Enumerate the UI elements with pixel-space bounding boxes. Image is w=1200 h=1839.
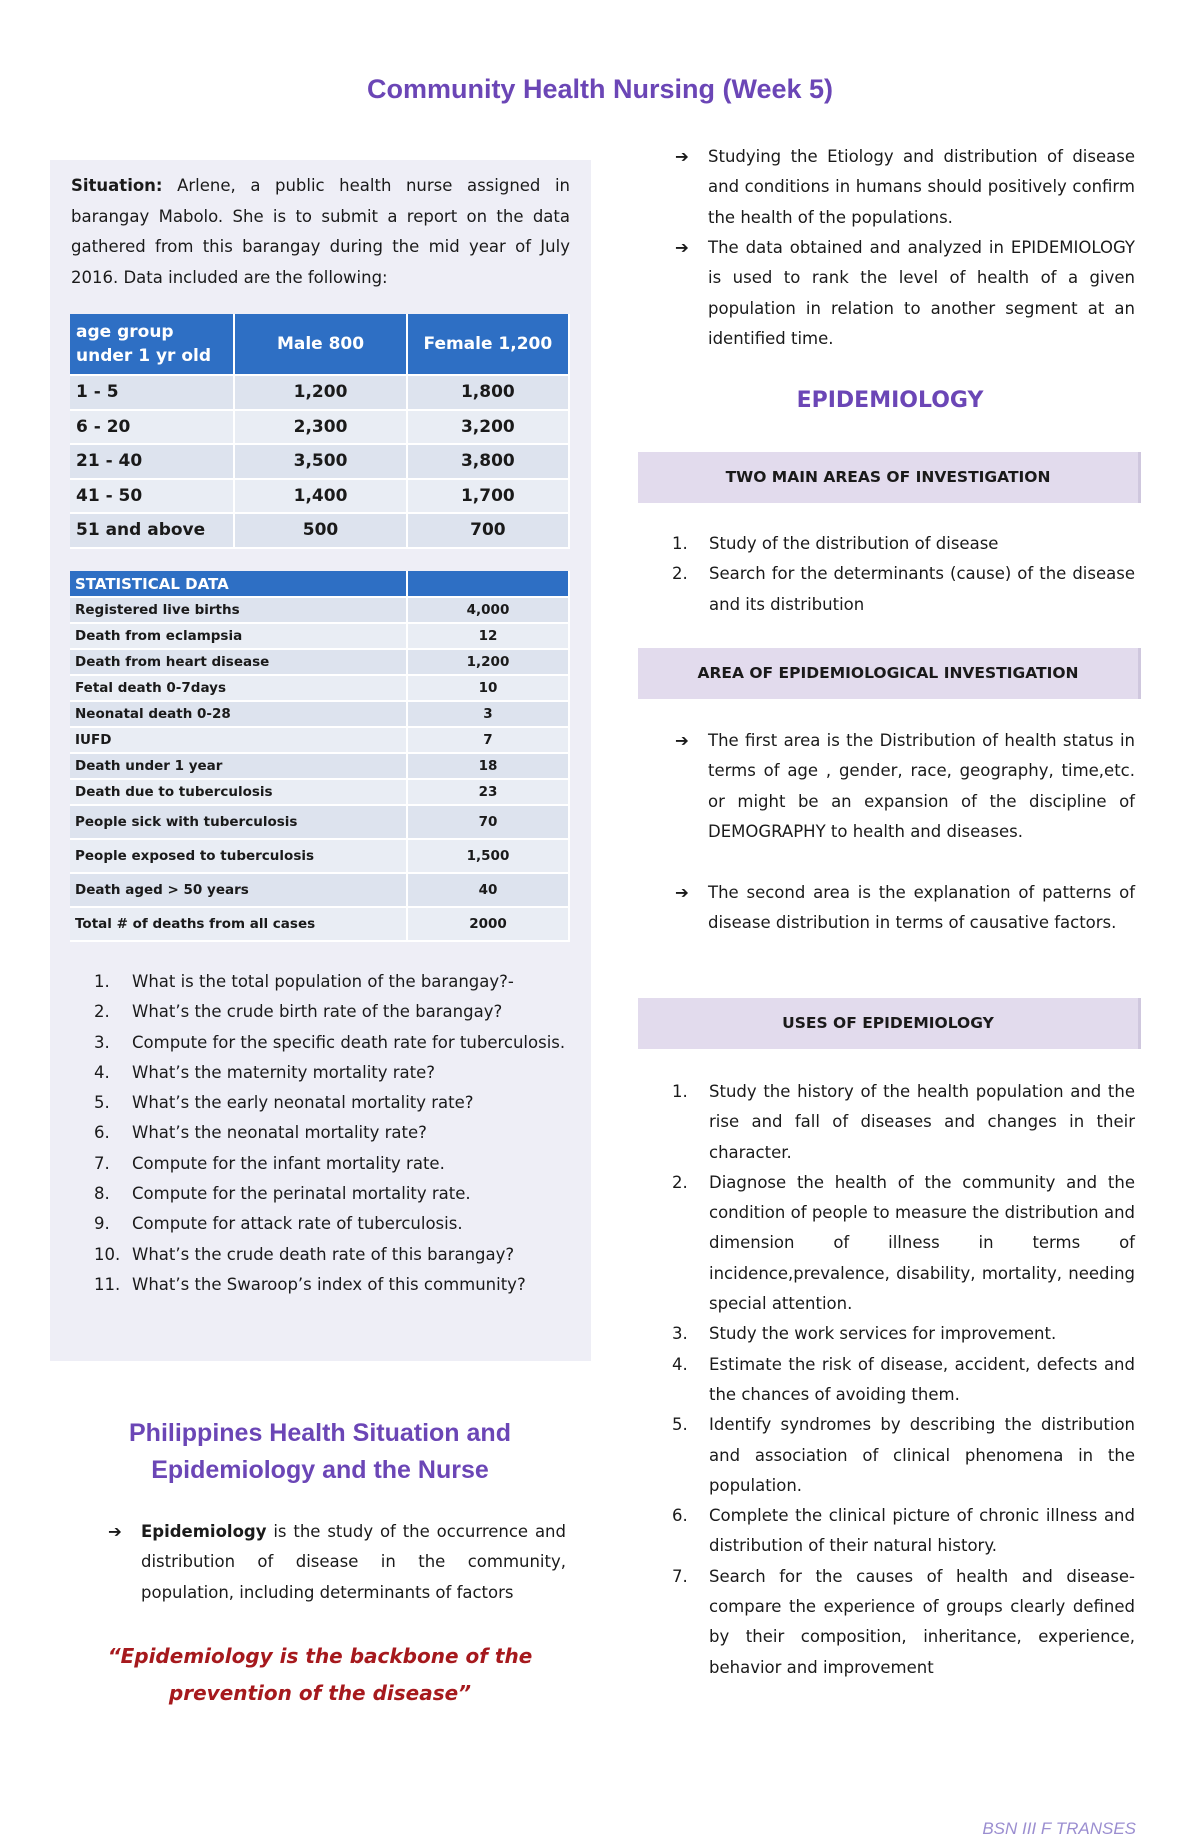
stat-label: Death from eclampsia: [70, 624, 408, 650]
table-row: [70, 676, 570, 702]
stat-label: Total # of deaths from all cases: [70, 908, 408, 942]
situation-text: Arlene, a public health nurse assigned in barangay Mabolo. She is to submit a report on the data gathered from this barangay during the mid year of July 2016. Data included are the following:: [71, 176, 570, 287]
section-heading: Philippines Health Situation and Epidemiology and the Nurse: [129, 1419, 511, 1484]
table-row: [70, 624, 570, 650]
stat-label: Registered live births: [70, 598, 408, 624]
quote: “Epidemiology is the backbone of the prevention of the disease”: [107, 1644, 533, 1705]
table-row: [70, 806, 570, 840]
stat-value: 12: [408, 624, 570, 650]
arrow-icon: ➔: [675, 147, 689, 166]
male-cell: 3,500: [235, 445, 407, 480]
female-cell: 3,800: [408, 445, 570, 480]
list-item: 7. Search for the causes of health and disease- compare the experience of groups clearly defined by their composition, inheritance, experience, behavior and improvement: [672, 1566, 1135, 1677]
epidemiology-definition: [108, 1517, 566, 1608]
female-cell: 3,200: [408, 411, 570, 446]
stat-label: Fetal death 0-7days: [70, 676, 408, 702]
page-title: Community Health Nursing (Week 5): [366, 74, 834, 104]
footer-label: BSN III F TRANSES: [982, 1819, 1136, 1838]
stat-value: 18: [408, 754, 570, 780]
two-main-areas-band: TWO MAIN AREAS OF INVESTIGATION: [638, 452, 1141, 503]
list-item: 3. Compute for the specific death rate for tuberculosis.: [94, 1032, 566, 1052]
female-cell: 700: [408, 514, 570, 549]
arrow-icon: ➔: [675, 731, 689, 750]
situation-paragraph: [71, 171, 570, 293]
table-row: [70, 702, 570, 728]
stat-value: 1,500: [408, 840, 570, 874]
list-item: 2. Diagnose the health of the community and the condition of people to measure the distribution and dimension of illness in terms of incidence,prevalence, disability, mortality, needing special attention.: [672, 1172, 1135, 1314]
list-item: 5. Identify syndromes by describing the distribution and association of clinical phenomena in the population.: [672, 1415, 1135, 1495]
area-item: [675, 878, 1135, 939]
stat-value: 40: [408, 874, 570, 908]
stat-label: Death under 1 year: [70, 754, 408, 780]
stat-value: 7: [408, 728, 570, 754]
list-item: 6. What’s the neonatal mortality rate?: [94, 1123, 427, 1143]
age-cell: 21 - 40: [70, 445, 235, 480]
area-investigation-band: AREA OF EPIDEMIOLOGICAL INVESTIGATION: [638, 648, 1141, 699]
stat-label: Neonatal death 0-28: [70, 702, 408, 728]
epidemiology-heading: EPIDEMIOLOGY: [796, 388, 984, 413]
arrow-icon: ➔: [108, 1522, 122, 1541]
age-table-header: [70, 314, 570, 376]
intro-item: [675, 142, 1135, 233]
table-row: [70, 840, 570, 874]
stat-value: 2000: [408, 908, 570, 942]
arrow-icon: ➔: [675, 883, 689, 902]
stat-value: 4,000: [408, 598, 570, 624]
table-row: [70, 445, 570, 480]
statistical-data-table: [70, 571, 570, 942]
table-row: [70, 874, 570, 908]
uses-band: USES OF EPIDEMIOLOGY: [638, 998, 1141, 1049]
male-header-cell: Male 800: [235, 314, 407, 376]
table-row: [70, 908, 570, 942]
list-item: 4. What’s the maternity mortality rate?: [94, 1062, 436, 1082]
age-cell: 1 - 5: [70, 376, 235, 411]
age-cell: 51 and above: [70, 514, 235, 549]
epidemiology-term: Epidemiology: [141, 1522, 267, 1541]
epidemiology-def-text: is the study of the occurrence and distribution of disease in the community, population, including determinants of factors: [141, 1522, 566, 1602]
list-item: 9. Compute for attack rate of tuberculosis.: [94, 1214, 463, 1234]
table-row: [70, 411, 570, 446]
table-row: [70, 376, 570, 411]
intro-text: Studying the Etiology and distribution of disease and conditions in humans should positively confirm the health of the populations.: [708, 147, 1135, 227]
stat-label: Death aged > 50 years: [70, 874, 408, 908]
question-list: [94, 967, 574, 1300]
age-group-table: [70, 314, 570, 549]
arrow-icon: ➔: [675, 238, 689, 257]
list-item: 6. Complete the clinical picture of chronic illness and distribution of their natural history.: [672, 1506, 1135, 1556]
list-item: 10. What’s the crude death rate of this barangay?: [94, 1244, 515, 1264]
situation-panel: [50, 160, 591, 1361]
stat-label: Death due to tuberculosis: [70, 780, 408, 806]
situation-label: Situation:: [71, 176, 163, 195]
stat-label: IUFD: [70, 728, 408, 754]
table-row: [70, 728, 570, 754]
age-cell: 41 - 50: [70, 480, 235, 515]
table-row: [70, 754, 570, 780]
table-row: [70, 650, 570, 676]
stat-value: 3: [408, 702, 570, 728]
stat-header-empty: [408, 571, 570, 598]
list-item: 2. What’s the crude birth rate of the barangay?: [94, 1002, 503, 1022]
table-row: [70, 780, 570, 806]
age-cell: 6 - 20: [70, 411, 235, 446]
female-header-cell: Female 1,200: [408, 314, 570, 376]
male-cell: 1,400: [235, 480, 407, 515]
table-row: [70, 514, 570, 549]
list-item: 1. Study of the distribution of disease: [672, 534, 999, 553]
female-cell: 1,700: [408, 480, 570, 515]
age-header-cell: age group under 1 yr old: [70, 314, 235, 376]
list-item: 7. Compute for the infant mortality rate.: [94, 1153, 445, 1173]
male-cell: 1,200: [235, 376, 407, 411]
stat-header-cell: STATISTICAL DATA: [70, 571, 408, 598]
list-item: 11. What’s the Swaroop’s index of this community?: [94, 1274, 526, 1294]
intro-text: The data obtained and analyzed in EPIDEMIOLOGY is used to rank the level of health of a given population in relation to another segment at an identified time.: [708, 238, 1135, 348]
uses-list: [672, 1077, 1135, 1683]
stat-label: People exposed to tuberculosis: [70, 840, 408, 874]
table-row: [70, 480, 570, 515]
area-item: [675, 726, 1135, 847]
list-item: 1. What is the total population of the barangay?-: [94, 972, 514, 991]
list-item: 8. Compute for the perinatal mortality rate.: [94, 1184, 471, 1204]
stat-label: People sick with tuberculosis: [70, 806, 408, 840]
stat-label: Death from heart disease: [70, 650, 408, 676]
male-cell: 500: [235, 514, 407, 549]
intro-item: [675, 233, 1135, 354]
female-cell: 1,800: [408, 376, 570, 411]
male-cell: 2,300: [235, 411, 407, 446]
list-item: 2. Search for the determinants (cause) of the disease and its distribution: [672, 564, 1135, 614]
stat-value: 70: [408, 806, 570, 840]
stat-table-header: [70, 571, 570, 598]
list-item: 3. Study the work services for improvement.: [672, 1324, 1057, 1344]
area-text: The first area is the Distribution of health status in terms of age , gender, race, geography, time,etc. or might be an expansion of the discipline of DEMOGRAPHY to health and diseases.: [708, 731, 1135, 841]
list-item: 4. Estimate the risk of disease, accident, defects and the chances of avoiding them.: [672, 1354, 1135, 1404]
list-item: 1. Study the history of the health population and the rise and fall of diseases and changes in their character.: [672, 1082, 1135, 1162]
area-text: The second area is the explanation of patterns of disease distribution in terms of causative factors.: [708, 883, 1135, 933]
table-row: [70, 598, 570, 624]
two-main-areas-list: [672, 529, 1135, 620]
stat-value: 23: [408, 780, 570, 806]
stat-value: 10: [408, 676, 570, 702]
list-item: 5. What’s the early neonatal mortality rate?: [94, 1093, 474, 1113]
stat-value: 1,200: [408, 650, 570, 676]
